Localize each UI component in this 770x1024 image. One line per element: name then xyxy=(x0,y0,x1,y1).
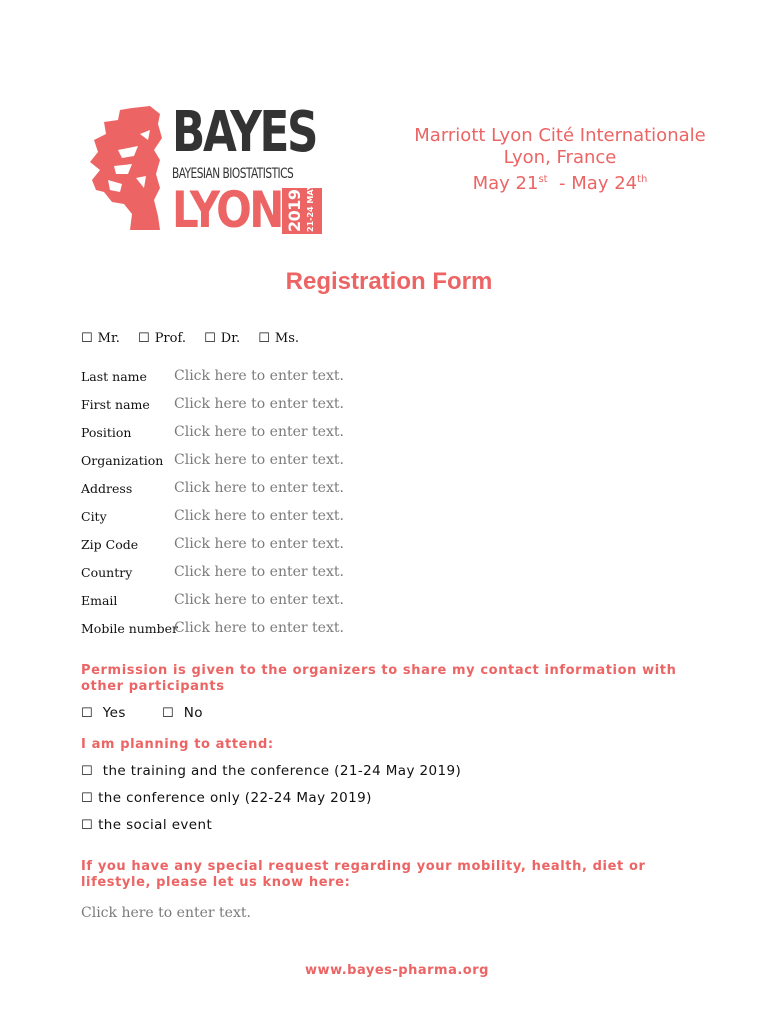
attend-question: I am planning to attend: xyxy=(81,737,274,752)
position-input[interactable]: Click here to enter text. xyxy=(174,424,344,440)
field-label: Address xyxy=(81,480,133,496)
salutation-label: Ms. xyxy=(274,331,300,346)
field-organization xyxy=(81,446,581,474)
permission-question: Permission is given to the organizers to share my contact information with other participants xyxy=(81,663,677,694)
footer-website-link[interactable]: www.bayes-pharma.org xyxy=(305,963,489,978)
field-label: Country xyxy=(81,564,133,580)
permission-yes-option[interactable] xyxy=(81,705,126,721)
field-position xyxy=(81,418,581,446)
checkbox-icon[interactable]: ☐ xyxy=(204,331,216,346)
checkbox-icon[interactable]: ☐ xyxy=(81,764,94,779)
venue-city: Lyon, France xyxy=(503,147,617,168)
date-start: May 21 xyxy=(472,173,539,194)
field-email xyxy=(81,586,581,614)
salutation-dr[interactable] xyxy=(204,331,240,346)
organization-input[interactable]: Click here to enter text. xyxy=(174,452,344,468)
field-country xyxy=(81,558,581,586)
salutation-group xyxy=(81,331,313,346)
checkbox-icon[interactable]: ☐ xyxy=(162,706,175,721)
field-label: Zip Code xyxy=(81,536,139,552)
logo-subtitle: BAYESIAN BIOSTATISTICS xyxy=(172,166,294,182)
field-label: Position xyxy=(81,424,132,440)
permission-no-option[interactable] xyxy=(162,705,203,721)
attend-option-conference-only[interactable] xyxy=(81,790,372,806)
venue-name: Marriott Lyon Cité Internationale xyxy=(414,125,706,146)
checkbox-icon[interactable]: ☐ xyxy=(81,791,94,806)
salutation-label: Prof. xyxy=(154,331,186,346)
checkbox-icon[interactable]: ☐ xyxy=(81,818,94,833)
attend-option-social-event[interactable] xyxy=(81,817,212,833)
salutation-label: Dr. xyxy=(220,331,241,346)
field-label: Email xyxy=(81,592,118,608)
option-label: the training and the conference (21-24 May 2019) xyxy=(102,763,462,779)
lion-head-icon xyxy=(88,104,168,234)
attend-option-training-conference[interactable] xyxy=(81,763,461,779)
city-input[interactable]: Click here to enter text. xyxy=(174,508,344,524)
checkbox-icon[interactable]: ☐ xyxy=(81,331,93,346)
field-label: City xyxy=(81,508,107,524)
address-input[interactable]: Click here to enter text. xyxy=(174,480,344,496)
salutation-prof[interactable] xyxy=(138,331,186,346)
event-logo xyxy=(88,100,328,239)
logo-date-badge xyxy=(282,184,322,234)
checkbox-icon[interactable]: ☐ xyxy=(138,331,150,346)
option-label: Yes xyxy=(102,705,126,721)
option-label: No xyxy=(183,705,203,721)
mobile-number-input[interactable]: Click here to enter text. xyxy=(174,620,344,636)
logo-year: 2019 xyxy=(285,189,304,232)
last-name-input[interactable]: Click here to enter text. xyxy=(174,368,344,384)
checkbox-icon[interactable]: ☐ xyxy=(258,331,270,346)
date-end-suffix: th xyxy=(637,174,648,185)
field-zip-code xyxy=(81,530,581,558)
first-name-input[interactable]: Click here to enter text. xyxy=(174,396,344,412)
special-request-input[interactable]: Click here to enter text. xyxy=(81,905,251,921)
salutation-mr[interactable] xyxy=(81,331,120,346)
date-end: - May 24 xyxy=(547,173,638,194)
field-city xyxy=(81,502,581,530)
date-start-suffix: st xyxy=(538,174,548,185)
field-address xyxy=(81,474,581,502)
logo-days: 21-24 MAY xyxy=(306,184,315,232)
field-mobile-number xyxy=(81,614,581,642)
event-dates xyxy=(390,169,730,195)
field-label: Mobile number xyxy=(81,620,179,636)
email-input[interactable]: Click here to enter text. xyxy=(174,592,344,608)
option-label: the social event xyxy=(98,817,213,833)
special-request-question: If you have any special request regarding your mobility, health, diet or lifestyle, please let us know here: xyxy=(81,859,646,890)
field-label: Last name xyxy=(81,368,147,384)
field-label: Organization xyxy=(81,452,164,468)
form-title: Registration Form xyxy=(285,268,493,295)
salutation-label: Mr. xyxy=(97,331,120,346)
contact-fields xyxy=(81,362,581,642)
field-first-name xyxy=(81,390,581,418)
field-label: First name xyxy=(81,396,150,412)
logo-city: LYON xyxy=(172,181,282,239)
salutation-ms[interactable] xyxy=(258,331,299,346)
country-input[interactable]: Click here to enter text. xyxy=(174,564,344,580)
option-label: the conference only (22-24 May 2019) xyxy=(98,790,372,806)
checkbox-icon[interactable]: ☐ xyxy=(81,706,94,721)
field-last-name xyxy=(81,362,581,390)
zip-code-input[interactable]: Click here to enter text. xyxy=(174,536,344,552)
logo-word: BAYES xyxy=(172,100,317,165)
venue-info xyxy=(390,125,730,195)
